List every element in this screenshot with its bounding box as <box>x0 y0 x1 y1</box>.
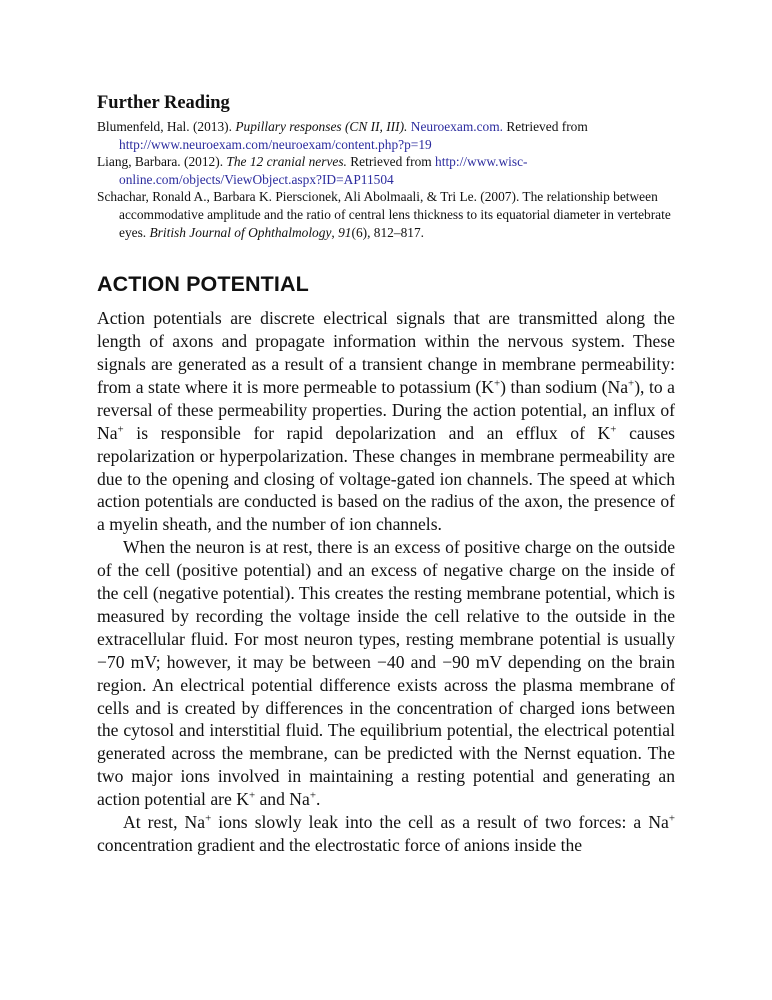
ref-pages: (6), 812–817. <box>351 224 425 240</box>
plus-sup: + <box>309 789 316 802</box>
section-body <box>97 307 675 857</box>
plus-sup: + <box>205 812 212 825</box>
ref-site-link[interactable]: Neuroexam.com. <box>407 119 503 134</box>
plus-sup: + <box>493 377 501 390</box>
plus-sup: + <box>628 377 635 390</box>
plus-sup: + <box>610 422 617 435</box>
p2-text: and Na <box>255 789 310 810</box>
p1-text: causes repolarization or hyperpolarization. These changes in membrane permeability are due to the opening and closing of voltage-gated ion channels. The speed at which action potentials are conducted is based on the radius of the axon, the presence of a myelin sheath, and the number of ion channels. <box>97 422 675 535</box>
p1-text: Action potentials are discrete electrical signals that are transmitted along the length of axons and propagate information within the nervous system. These signals are generated as a result of a transient change in membrane permeability: from a state where it is more permeable to potassium (K <box>97 308 675 397</box>
p3-text: At rest, Na <box>123 812 206 833</box>
ref-author: Blumenfeld, Hal. (2013). <box>97 119 236 134</box>
ref-retrieved: Retrieved from <box>502 119 588 134</box>
paragraph-3 <box>97 811 675 857</box>
ref-retrieved: Retrieved from <box>346 154 436 170</box>
plus-sup: + <box>248 789 256 802</box>
ref-url-part-1[interactable]: http://www.wisc- <box>435 154 528 170</box>
ref-url-link[interactable]: http://www.neuroexam.com/neuroexam/content.php?p=19 <box>119 136 432 152</box>
p1-text: ), to a reversal of these permeability properties. During the action potential, an influx of Na <box>97 376 675 443</box>
ref-url-part-2[interactable]: online.com/objects/ViewObject.aspx?ID=AP11504 <box>119 171 394 187</box>
ref-title: The 12 cranial nerves. <box>226 154 347 170</box>
ref-author: Liang, Barbara. (2012). <box>97 154 227 170</box>
paragraph-2 <box>97 536 675 811</box>
reference-liang <box>97 153 675 188</box>
reference-blumenfeld <box>97 118 675 153</box>
ref-citation: Schachar, Ronald A., Barbara K. Pierscionek, Ali Abolmaali, & Tri Le. (2007). The relationship between accommodative amplitude and the ratio of central lens thickness to its equatorial diameter in vertebrate eyes. <box>97 189 671 240</box>
page-content <box>97 92 675 857</box>
p2-text: When the neuron is at rest, there is an excess of positive charge on the outside of the cell (positive potential) and an excess of negative charge on the inside of the cell (negative potential). This creates the resting membrane potential, which is measured by recording the voltage inside the cell relative to the outside in the extracellular fluid. For most neuron types, resting membrane potential is usually −70 mV; however, it may be between −40 and −90 mV depending on the brain region. An electrical potential difference exists across the plasma membrane of cells and is created by differences in the concentration of charged ions between the cytosol and interstitial fluid. The equilibrium potential, the electrical potential generated across the membrane, can be predicted with the Nernst equation. The two major ions involved in maintaining a resting potential and generating an action potential are K <box>97 537 675 810</box>
ref-journal: British Journal of Ophthalmology <box>149 224 332 240</box>
plus-sup: + <box>117 422 124 435</box>
further-reading-heading: Further Reading <box>97 93 230 113</box>
paragraph-1 <box>97 307 675 536</box>
ref-volume: 91 <box>338 224 352 240</box>
p2-text: . <box>315 789 321 810</box>
p3-text: concentration gradient and the electrostatic force of anions inside the <box>97 835 583 855</box>
reference-list <box>97 118 675 241</box>
ref-title: Pupillary responses (CN II, III). <box>235 119 408 134</box>
section-title: ACTION POTENTIAL <box>97 272 309 297</box>
plus-sup: + <box>668 812 675 825</box>
p1-text: is responsible for rapid depolarization and an efflux of K <box>123 422 611 443</box>
p3-text: ions slowly leak into the cell as a result of two forces: a Na <box>211 812 669 833</box>
p1-text: ) than sodium (Na <box>500 376 629 397</box>
ref-sep: , <box>331 224 339 240</box>
reference-schachar <box>97 188 675 241</box>
